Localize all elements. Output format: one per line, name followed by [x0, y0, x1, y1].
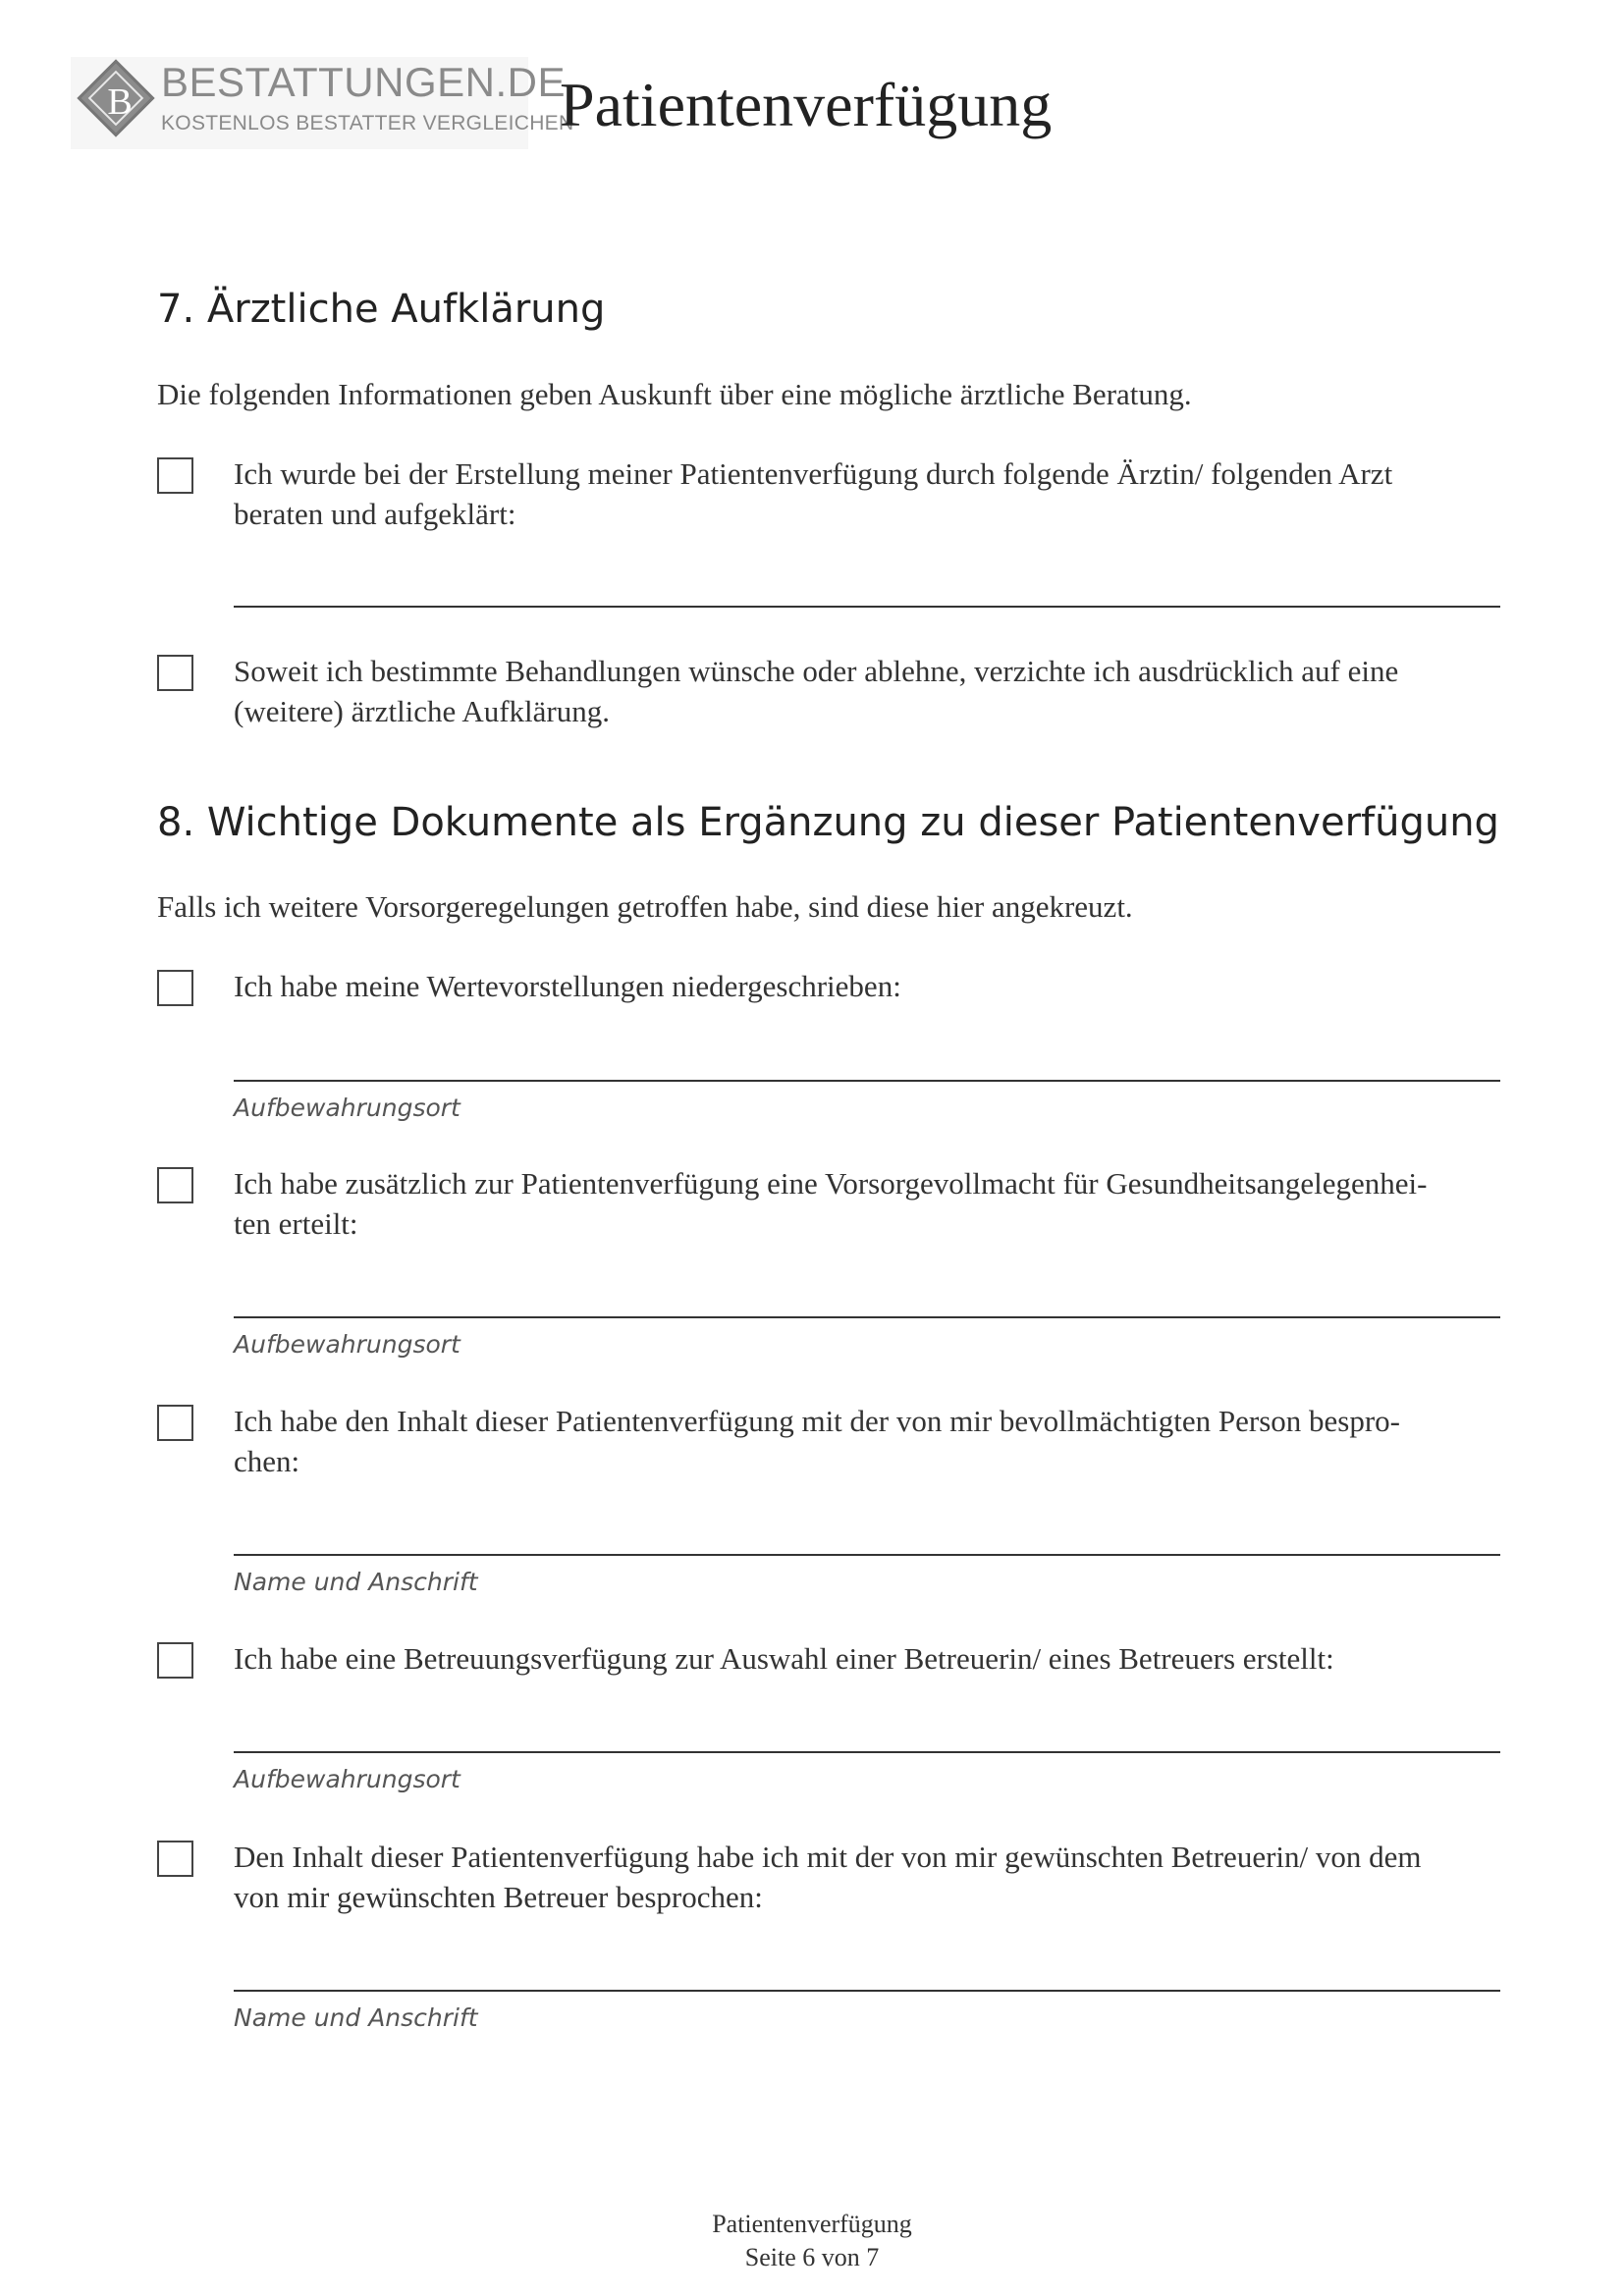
- wertevorstellungen-input-line[interactable]: [234, 1080, 1500, 1082]
- logo-tagline: KOSTENLOS BESTATTER VERGLEICHEN: [161, 112, 574, 134]
- checkbox-vorsorgevollmacht[interactable]: [157, 1167, 193, 1203]
- item-aerztliche-beratung-text: [234, 454, 1530, 534]
- section-7-intro: Die folgenden Informationen geben Auskunft über eine mögliche ärztliche Beratung.: [157, 377, 1192, 411]
- item-line: Ich habe eine Betreuungsverfügung zur Auswahl einer Betreuerin/ eines Betreuers erstellt:: [234, 1641, 1334, 1676]
- checkbox-wertevorstellungen[interactable]: [157, 970, 193, 1006]
- footer-title: Patientenverfügung: [712, 2210, 912, 2238]
- item-bevollmaechtigte-person-text: [234, 1401, 1530, 1481]
- arzt-input-line[interactable]: [234, 606, 1500, 608]
- item-wertevorstellungen-text: [234, 966, 1530, 1006]
- footer-page-number: Seite 6 von 7: [744, 2243, 880, 2271]
- checkbox-bevollmaechtigte-person[interactable]: [157, 1405, 193, 1441]
- document-title: Patientenverfügung: [560, 70, 1053, 139]
- logo: [71, 57, 574, 149]
- betreuungsverfuegung-input-line[interactable]: [234, 1751, 1500, 1753]
- item-line: Ich habe meine Wertevorstellungen niedergeschrieben:: [234, 969, 901, 1003]
- item-verzicht-aufklaerung-text: [234, 651, 1530, 731]
- item-line: chen:: [234, 1444, 300, 1478]
- item-line: Ich habe den Inhalt dieser Patientenverfügung mit der von mir bevollmächtigten Person bespro-: [234, 1404, 1400, 1438]
- section-7-heading: 7. Ärztliche Aufklärung: [157, 287, 606, 332]
- vorsorgevollmacht-caption: Aufbewahrungsort: [234, 1330, 460, 1359]
- checkbox-betreuungsverfuegung[interactable]: [157, 1642, 193, 1679]
- betreuungsverfuegung-caption: Aufbewahrungsort: [234, 1765, 460, 1793]
- item-betreuer-besprochen-text: [234, 1837, 1530, 1917]
- item-line: ten erteilt:: [234, 1206, 358, 1241]
- item-line: Soweit ich bestimmte Behandlungen wünsche oder ablehne, verzichte ich ausdrücklich auf eine: [234, 654, 1399, 688]
- item-line: Ich wurde bei der Erstellung meiner Patientenverfügung durch folgende Ärztin/ folgenden Arzt: [234, 456, 1393, 491]
- bevollmaechtigte-person-caption: Name und Anschrift: [234, 1568, 478, 1596]
- item-vorsorgevollmacht-text: [234, 1163, 1530, 1244]
- item-line: (weitere) ärztliche Aufklärung.: [234, 694, 611, 728]
- bevollmaechtigte-person-input-line[interactable]: [234, 1554, 1500, 1556]
- logo-letter: B: [107, 81, 133, 123]
- section-8-intro: Falls ich weitere Vorsorgeregelungen getroffen habe, sind diese hier angekreuzt.: [157, 889, 1133, 924]
- item-line: Ich habe zusätzlich zur Patientenverfügung eine Vorsorgevollmacht für Gesundheitsangelegenhei-: [234, 1166, 1428, 1201]
- checkbox-verzicht-aufklaerung[interactable]: [157, 655, 193, 691]
- item-line: beraten und aufgeklärt:: [234, 497, 516, 531]
- logo-brand: BESTATTUNGEN.DE: [161, 59, 566, 105]
- item-betreuungsverfuegung-text: [234, 1638, 1530, 1679]
- section-8-heading: 8. Wichtige Dokumente als Ergänzung zu dieser Patientenverfügung: [157, 800, 1499, 845]
- item-line: von mir gewünschten Betreuer besprochen:: [234, 1880, 763, 1914]
- wertevorstellungen-caption: Aufbewahrungsort: [234, 1094, 460, 1122]
- footer: [0, 2208, 1624, 2274]
- item-line: Den Inhalt dieser Patientenverfügung habe ich mit der von mir gewünschten Betreuerin/ von dem: [234, 1840, 1422, 1874]
- checkbox-betreuer-besprochen[interactable]: [157, 1841, 193, 1877]
- betreuer-besprochen-caption: Name und Anschrift: [234, 2003, 478, 2032]
- betreuer-besprochen-input-line[interactable]: [234, 1990, 1500, 1992]
- vorsorgevollmacht-input-line[interactable]: [234, 1316, 1500, 1318]
- checkbox-aerztliche-beratung[interactable]: [157, 457, 193, 494]
